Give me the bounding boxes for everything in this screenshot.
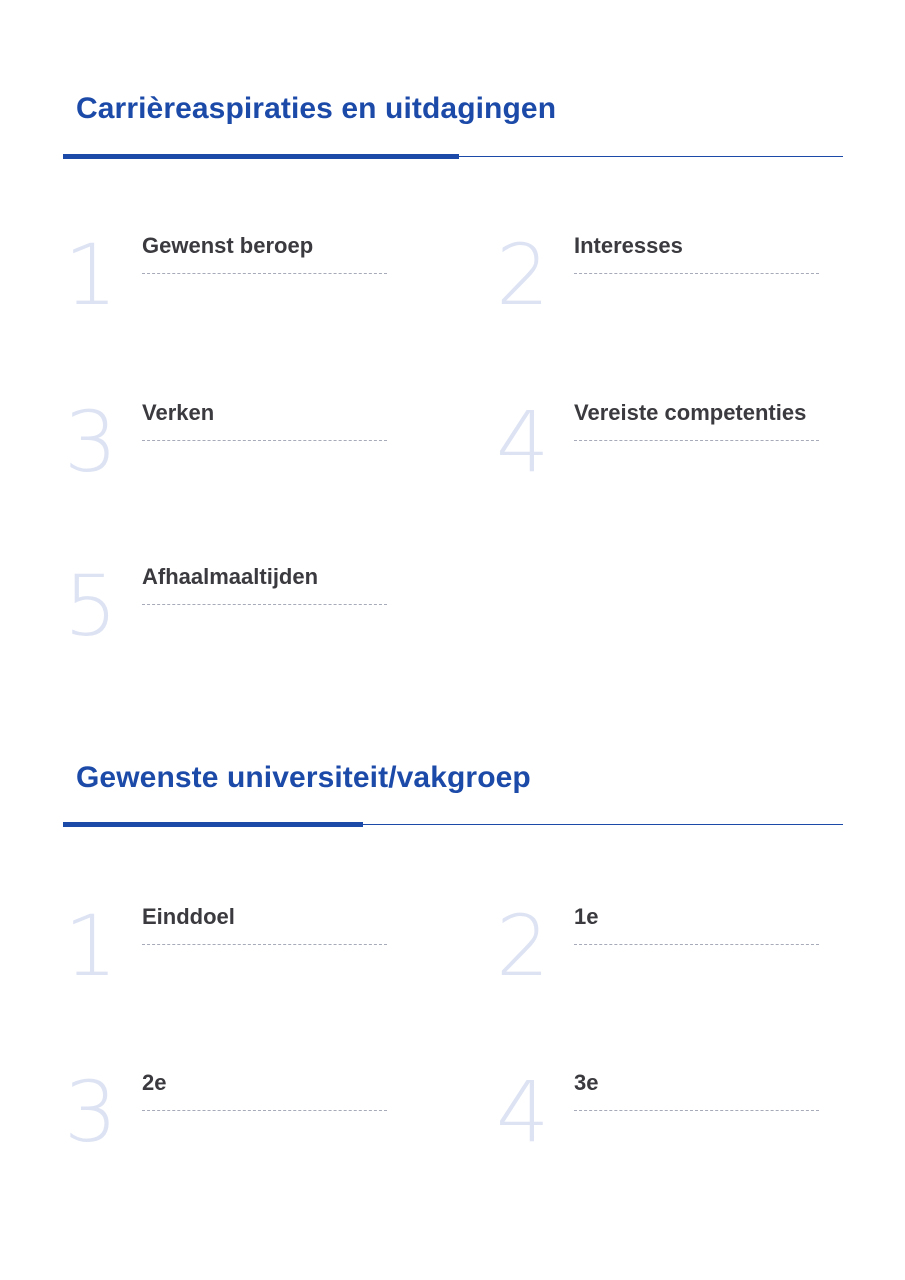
item-label: 3e	[574, 1070, 599, 1095]
list-item	[496, 226, 796, 343]
list-item	[496, 393, 807, 510]
section-title-university: Gewenste universiteit/vakgroep	[76, 761, 531, 794]
answer-line[interactable]	[574, 273, 819, 274]
section-divider-accent	[63, 154, 459, 159]
item-label: Afhaalmaaltijden	[142, 564, 319, 589]
item-label: 1e	[574, 904, 599, 929]
item-label: Vereiste competenties	[574, 400, 807, 425]
item-number: 3	[64, 393, 118, 491]
answer-line[interactable]	[142, 273, 387, 274]
answer-line[interactable]	[142, 944, 387, 945]
answer-line[interactable]	[142, 1110, 387, 1111]
list-item	[496, 897, 796, 1014]
item-number: 2	[496, 897, 550, 995]
answer-line[interactable]	[574, 440, 819, 441]
answer-line[interactable]	[574, 944, 819, 945]
section-title-career: Carrièreaspiraties en uitdagingen	[76, 92, 557, 125]
item-number: 1	[64, 226, 118, 324]
list-item	[64, 1063, 364, 1180]
item-number: 2	[496, 226, 550, 324]
item-number: 4	[496, 1063, 550, 1161]
list-item	[496, 1063, 796, 1180]
item-label: 2e	[142, 1070, 167, 1095]
list-item	[64, 393, 364, 510]
item-number: 5	[64, 557, 118, 655]
list-item	[64, 557, 364, 674]
section-divider-accent	[63, 822, 363, 827]
answer-line[interactable]	[142, 604, 387, 605]
item-label: Interesses	[574, 233, 683, 258]
item-number: 3	[64, 1063, 118, 1161]
item-number: 1	[64, 897, 118, 995]
answer-line[interactable]	[574, 1110, 819, 1111]
list-item	[64, 897, 364, 1014]
item-label: Gewenst beroep	[142, 233, 314, 258]
answer-line[interactable]	[142, 440, 387, 441]
item-label: Einddoel	[142, 904, 235, 929]
item-label: Verken	[142, 400, 215, 425]
item-number: 4	[496, 393, 550, 491]
list-item	[64, 226, 364, 343]
